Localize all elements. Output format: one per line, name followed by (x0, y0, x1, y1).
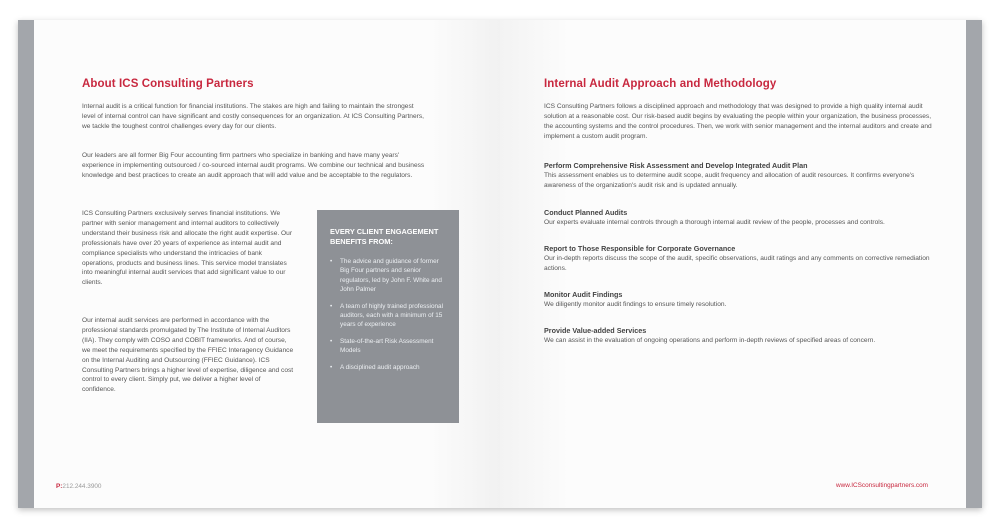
left-cover-edge (18, 20, 34, 508)
about-leaders-paragraph: Our leaders are all former Big Four accounting firm partners who specialize in banking and have many years' experience in implementing outsourced / co-sourced internal audit programs. We combine our technical and business knowledge and best practices to create an audit approach that will add value and be acceptable to the regulators. (82, 152, 425, 179)
step-text: We diligently monitor audit findings to ensure timely resolution. (544, 301, 727, 308)
benefit-item-text: A team of highly trained professional auditors, each with a minimum of 15 years of experience (340, 302, 444, 329)
step-text: Our experts evaluate internal controls through a thorough internal audit review of the people, processes and controls. (544, 219, 885, 226)
right-cover-edge (966, 20, 982, 508)
brochure-spread (18, 20, 982, 508)
step-heading: Provide Value-added Services (544, 326, 647, 335)
step-heading: Conduct Planned Audits (544, 208, 628, 217)
step-text: This assessment enables us to determine audit scope, audit frequency and allocation of audit resources. It confirms everyone's awareness of the organization's audit risk and is updated annually. (544, 172, 915, 189)
footer-website: www.ICSconsultingpartners.com (836, 482, 928, 489)
step-heading: Perform Comprehensive Risk Assessment and Develop Integrated Audit Plan (544, 161, 808, 170)
methodology-intro-paragraph: ICS Consulting Partners follows a disciplined approach and methodology that was designed to provide a high quality internal audit solution at a reasonable cost. Our risk-based audit begins by evaluating the people within your organization, the business processes, the accounting systems and the control procedures. Then, we work with senior management and the internal auditors and create and implement a custom audit program. (544, 103, 932, 140)
step-text: We can assist in the evaluation of ongoing operations and perform in-depth reviews of specified areas of concern. (544, 337, 876, 344)
methodology-step (544, 244, 938, 274)
benefit-item-text: A disciplined audit approach (340, 363, 420, 371)
bullet-icon: • (330, 337, 333, 345)
about-standards-paragraph: Our internal audit services are performed in accordance with the professional standards promulgated by The Institute of Internal Auditors (IIA). They comply with COSO and COBIT frameworks. And of course, we meet the requirements specified by the FFIEC Interagency Guidance on the Internal Auditing and Outsourcing (FFIEC Guidance). ICS Consulting Partners brings a higher level of expertise, diligence and cost control to every client. Simply put, we deliver a higher level of confidence. (82, 317, 294, 394)
footer-phone (56, 483, 101, 490)
methodology-step (544, 161, 938, 191)
benefits-box (317, 210, 459, 423)
benefits-box-title: EVERY CLIENT ENGAGEMENT BENEFITS FROM: (330, 227, 439, 246)
benefits-list (330, 257, 448, 379)
benefit-item (330, 363, 448, 372)
step-heading: Monitor Audit Findings (544, 290, 623, 299)
step-text: Our in-depth reports discuss the scope of the audit, specific observations, audit ratings and any comments on corrective remediation actions. (544, 255, 930, 272)
bullet-icon: • (330, 258, 333, 265)
right-page (500, 20, 966, 508)
phone-number: 212.244.3900 (62, 483, 102, 490)
about-serves-paragraph: ICS Consulting Partners exclusively serves financial institutions. We partner with senior management and internal auditors to collectively understand their business risk and allocate the right audit expertise. Our professionals have over 20 years of experience as internal audit and compliance specialists who understand the intricacies of bank operations, products and business lines. This service model translates into meaningful internal audit services that add significant value to our clients. (82, 210, 293, 287)
bullet-icon: • (330, 302, 333, 310)
benefit-item (330, 257, 448, 295)
benefit-item (330, 337, 448, 356)
phone-prefix: P: (56, 483, 63, 490)
about-intro-paragraph: Internal audit is a critical function for financial institutions. The stakes are high and failing to maintain the strongest level of internal control can have significant and costly consequences for an organization. At ICS Consulting Partners, we tackle the toughest control challenges every day for our clients. (82, 103, 424, 130)
bullet-icon: • (330, 363, 333, 371)
step-heading: Report to Those Responsible for Corporate Governance (544, 244, 736, 253)
benefit-item (330, 302, 448, 330)
benefit-item-text: State-of-the-art Risk Assessment Models (340, 337, 434, 355)
benefit-item-text: The advice and guidance of former Big Four partners and senior regulators, led by John F. White and John Palmer (340, 258, 442, 294)
methodology-step (544, 290, 938, 310)
about-title: About ICS Consulting Partners (82, 78, 254, 90)
methodology-step (544, 326, 938, 346)
methodology-title: Internal Audit Approach and Methodology (544, 78, 777, 90)
methodology-step (544, 208, 938, 228)
